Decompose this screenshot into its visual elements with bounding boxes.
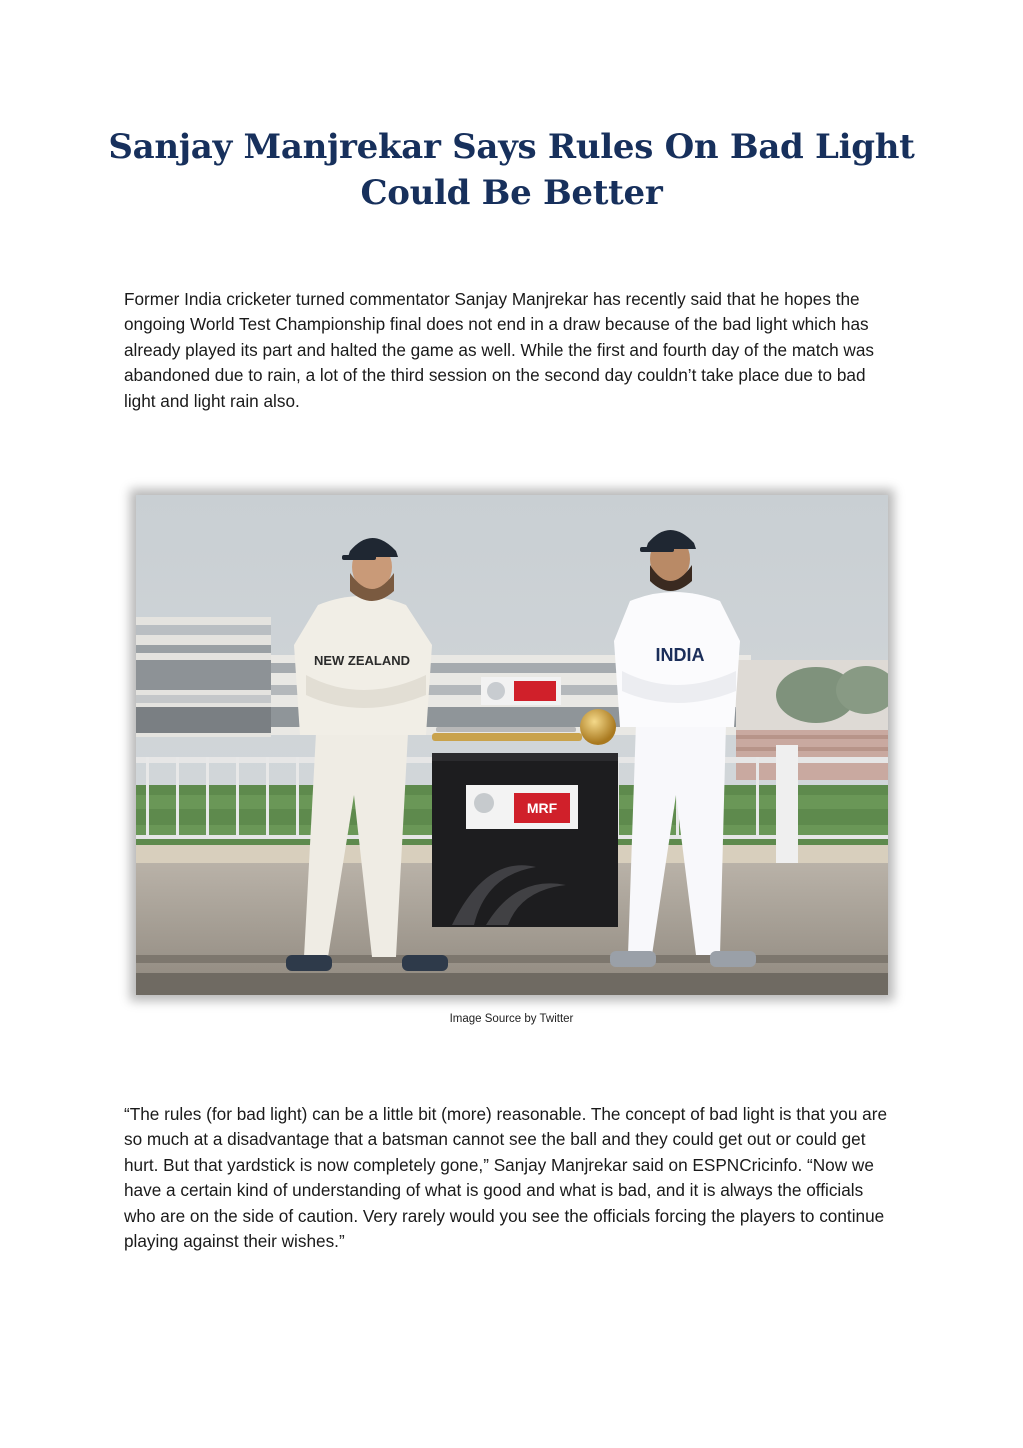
right-jersey-text: INDIA	[655, 645, 705, 665]
article-paragraph-2: “The rules (for bad light) can be a little bit (more) reasonable. The concept of bad light is that you are so much at a disadvantage that a batsman cannot see the ball and they could get out or could get hurt. But that yardstick is now completely gone,” Sanjay Manjrekar said on ESPNCricinfo. “Now we have a certain kind of understanding of what is good and what is bad, and it is always the officials who are on the side of caution. Very rarely would you see the officials forcing the players to continue playing against their wishes.”	[124, 1104, 888, 1252]
image-caption: Image Source by Twitter	[449, 1013, 574, 1025]
pedestal-sponsor-text: MRF	[526, 800, 558, 816]
article-paragraph-1: Former India cricketer turned commentator Sanjay Manjrekar has recently said that he hopes the ongoing World Test Championship final does not end in a draw because of the bad light which has already played its part and halted the game as well. While the first and fourth day of the match was abandoned due to rain, a lot of the third session on the second day couldn’t take place due to bad light and light rain also.	[124, 289, 874, 411]
article-title: Sanjay Manjrekar Says Rules On Bad Light Could Be Better	[108, 127, 915, 213]
article-photo	[136, 495, 888, 995]
left-jersey-text: NEW ZEALAND	[313, 653, 411, 668]
captains-with-trophy-illustration	[136, 495, 888, 995]
